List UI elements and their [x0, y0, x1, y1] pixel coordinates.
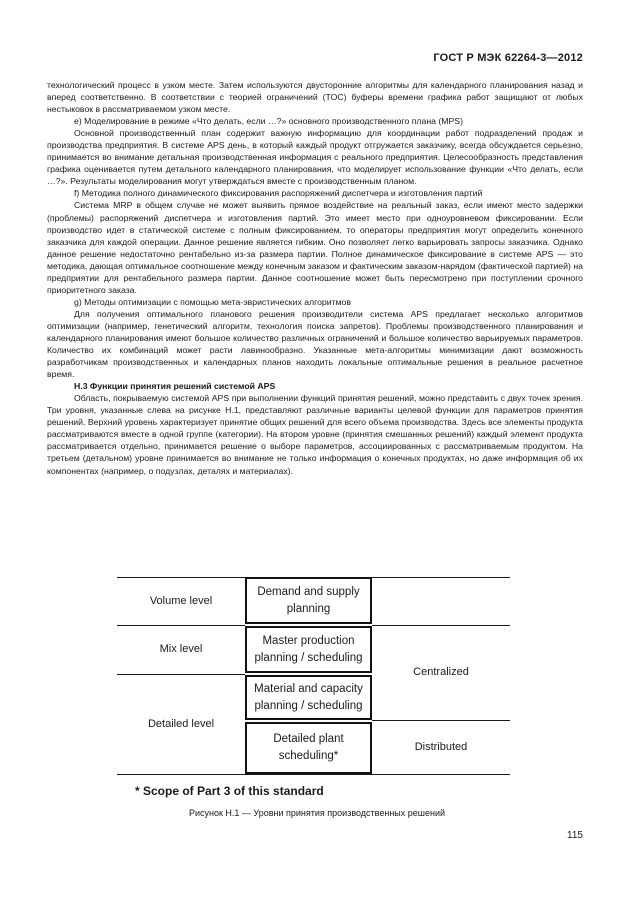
decision-levels-figure: [117, 577, 510, 775]
body-text: [47, 79, 583, 477]
section-heading: H.3 Функции принятия решений системой APS: [74, 381, 276, 392]
paragraph: Основной производственный план содержит важную информацию для координации работ подразделений продаж и производства предприятия. В системе APS день, в который каждый продукт отгружается заказчику, всегда обсуждается серьезно, принимается во внимание детальная производственная информация с реального предприятия. Целесообразность представления графика оценивается путем детального календарного планирования, что моделирует использование функции «Что делать, если …?». Результаты моделирования могут утверждаться вместе с производственным планом.: [47, 128, 583, 187]
material-capacity-box: Material and capacity planning / scheduling: [245, 675, 372, 720]
figure-footnote: * Scope of Part 3 of this standard: [135, 784, 324, 798]
list-item-heading: g) Методы оптимизации с помощью мета-эвристических алгоритмов: [74, 296, 352, 307]
figure-caption: Рисунок H.1 — Уровни принятия производственных решений: [188, 808, 446, 818]
paragraph: технологический процесс в узком месте. Затем используются двусторонние алгоритмы для календарного планирования назад и вперед соответственно. В соответствии с теорией ограничений (TOC) буферы времени графика работ защищают от любых нестыковок в рассматриваемом узком месте.: [47, 80, 583, 115]
list-item-heading: e) Моделирование в режиме «Что делать, если …?» основного производственного плана (MPS): [74, 116, 463, 127]
paragraph: Область, покрываемую системой APS при выполнении функций принятия решений, можно представить с двух точек зрения. Три уровня, указанные слева на рисунке H.1, представляют различные варианты целевой функции для параметров принятия решений. Верхний уровень характеризует принятие общих решений для всего объема производства. Здесь все элементы продукта рассматриваются вместе в одной группе (категории). На втором уровне (принятия смешанных решений) каждый элемент продукта рассматривается отдельно, принимается решение о выборе параметров, ассоциированных с рассматриваемым продуктом. На третьем (детальном) уровне принимается во внимание не только информация о конечных продуктах, но даже информация об их компонентах (например, о подузлах, деталях и материалах).: [47, 393, 583, 476]
volume-level-label: Volume level: [149, 594, 213, 607]
document-header: ГОСТ Р МЭК 62264-3—2012: [433, 52, 583, 64]
centralized-label: Centralized: [413, 666, 469, 678]
paragraph: Система MRP в общем случае не может выявить прямое воздействие на реальный заказ, если имеют место задержки (проблемы) распоряжений диспетчера и изготовления партий. Это имеет место при одноуровневом фиксировании. Если производство идет в статической системе с полным фиксированием, то операторы предприятия могут определить конечного заказчика для каждой операции. Данное решение является гибким. Оно позволяет легко варьировать запросы заказчика. Однако данное решение недостаточно рентабельно из-за размера партии. Полное динамическое фиксирование в системе APS — это методика, дающая оптимальное соотношение между конечным заказом и фактическим заказом-нарядом (фактической партией) на предприятии для рентабельного размера партии. Данное соотношение может быть пересмотрено при поступлении срочного приоритетного заказа.: [47, 200, 583, 295]
demand-supply-box: Demand and supply planning: [245, 577, 372, 624]
mix-level-label: Mix level: [159, 643, 203, 655]
detailed-plant-box: Detailed plant scheduling*: [245, 722, 372, 774]
distributed-label: Distributed: [414, 740, 468, 753]
page-number: 115: [567, 830, 583, 841]
divider-line: [117, 774, 510, 775]
detailed-level-label: Detailed level: [147, 717, 215, 730]
list-item-heading: f) Методика полного динамического фиксирования распоряжений диспетчера и изготовления партий: [74, 188, 483, 199]
master-production-box: Master production planning / scheduling: [245, 626, 372, 673]
paragraph: Для получения оптимального планового решения производители система APS предлагает несколько алгоритмов оптимизации (например, генетический алгоритм, технология поиска запретов). Проблемы производственного планирования и календарного планирования имеют большое количество различных ограничений и большое количество варьируемых параметров. Количество их комбинаций может расти лавинообразно. Указанные мета-алгоритмы минимизации дают возможность разработчикам производственных и календарных планов находить локальные оптимальные решения в реальное расчетное время.: [47, 308, 583, 380]
